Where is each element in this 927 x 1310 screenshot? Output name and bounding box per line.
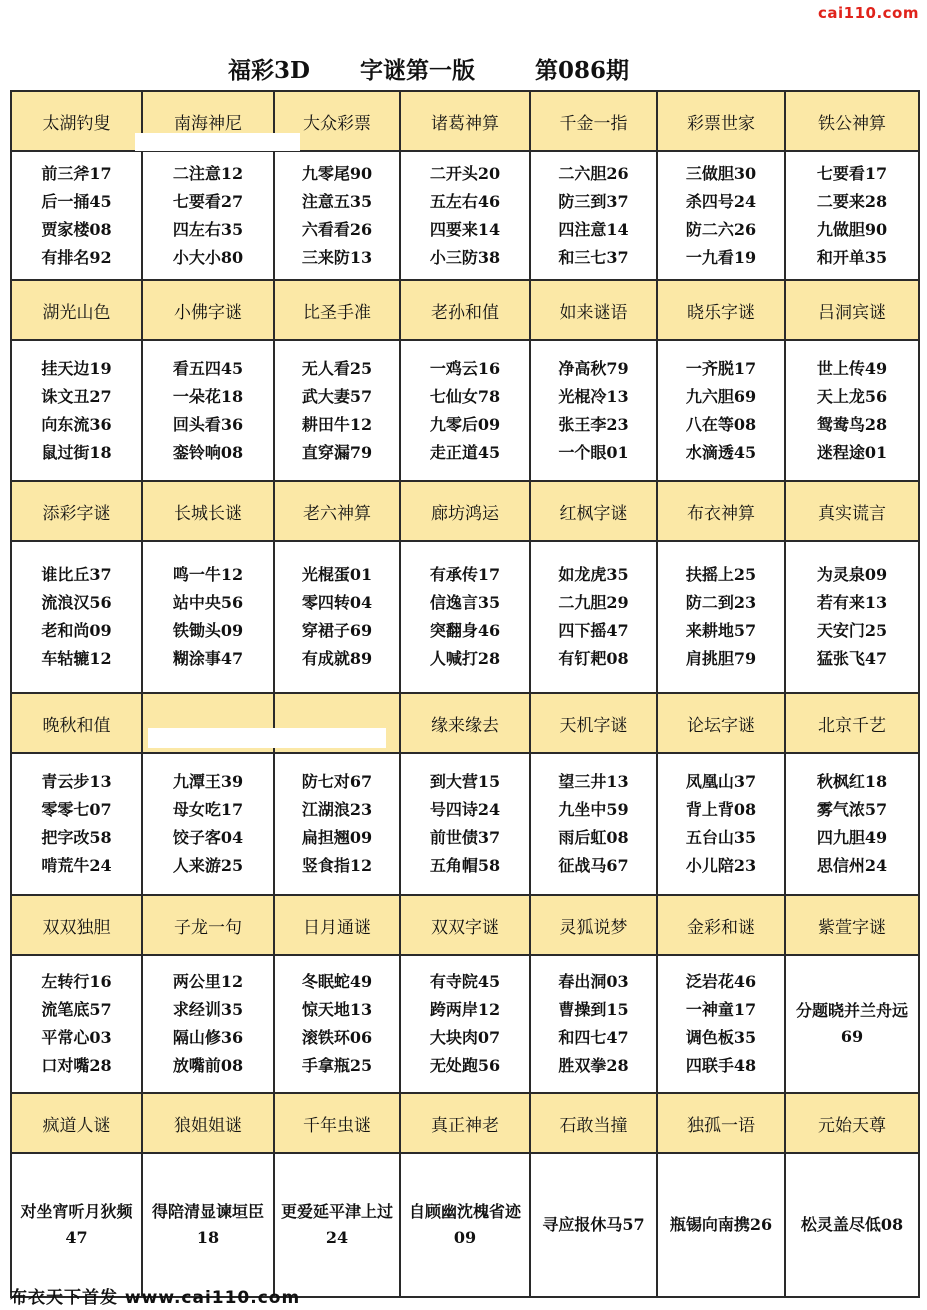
riddle-line: 光棍蛋01 bbox=[301, 565, 373, 584]
riddle-cell bbox=[785, 541, 919, 693]
riddle-line: 张王李23 bbox=[558, 414, 629, 434]
riddle-line: 若有来13 bbox=[816, 593, 888, 612]
riddle-line: 胜双拳28 bbox=[558, 1056, 629, 1075]
riddle-line: 九零后09 bbox=[429, 414, 501, 434]
column-header: 廊坊鸿运 bbox=[400, 481, 530, 541]
riddle-line: 对坐宵听月狄频47 bbox=[20, 1202, 133, 1247]
riddle-cell bbox=[785, 1153, 919, 1297]
smudge-mark bbox=[148, 728, 386, 748]
riddle-cell bbox=[657, 753, 785, 895]
riddle-cell bbox=[657, 955, 785, 1093]
riddle-line: 竖食指12 bbox=[301, 856, 373, 875]
riddle-cell bbox=[11, 955, 142, 1093]
column-header: 长城长谜 bbox=[142, 481, 274, 541]
riddle-line: 向东流36 bbox=[41, 414, 112, 434]
riddle-line: 有承传17 bbox=[429, 565, 501, 584]
riddle-cell bbox=[142, 541, 274, 693]
column-header: 老六神算 bbox=[274, 481, 400, 541]
riddle-line: 征战马67 bbox=[558, 856, 629, 875]
riddle-line: 銮铃响08 bbox=[172, 442, 244, 462]
riddle-cell bbox=[274, 753, 400, 895]
riddle-line: 六看看26 bbox=[301, 219, 373, 239]
riddle-line: 七要看27 bbox=[172, 191, 244, 211]
riddle-line: 求经训35 bbox=[172, 1000, 244, 1019]
riddle-cell bbox=[274, 151, 400, 280]
riddle-line: 二九胆29 bbox=[558, 593, 629, 612]
riddle-line: 得陪清显谏垣臣18 bbox=[151, 1202, 264, 1247]
riddle-row bbox=[11, 541, 919, 693]
riddle-cell bbox=[530, 151, 657, 280]
riddle-cell bbox=[657, 340, 785, 481]
riddle-line: 小儿陪23 bbox=[685, 856, 757, 875]
column-header: 双双独胆 bbox=[11, 895, 142, 955]
riddle-line: 四注意14 bbox=[558, 219, 629, 239]
riddle-line: 思信州24 bbox=[816, 856, 888, 875]
riddle-line: 为灵泉09 bbox=[816, 565, 888, 584]
riddle-line: 扁担翘09 bbox=[301, 828, 373, 847]
riddle-line: 直穿漏79 bbox=[301, 442, 373, 462]
riddle-line: 后一捅45 bbox=[41, 191, 112, 211]
riddle-line: 寻应报休马57 bbox=[542, 1215, 645, 1234]
riddle-cell bbox=[657, 541, 785, 693]
riddle-line: 扶摇上25 bbox=[685, 565, 757, 584]
riddle-line: 九做胆90 bbox=[816, 219, 888, 239]
riddle-line: 滚铁环06 bbox=[301, 1028, 373, 1047]
riddle-line: 更爱延平津上过24 bbox=[280, 1202, 393, 1247]
riddle-line: 江湖浪23 bbox=[301, 800, 373, 819]
column-header: 铁公神算 bbox=[785, 91, 919, 151]
riddle-cell bbox=[274, 955, 400, 1093]
riddle-line: 肩挑胆79 bbox=[685, 649, 757, 668]
column-header: 双双字谜 bbox=[400, 895, 530, 955]
riddle-line: 五角帽58 bbox=[429, 856, 501, 875]
column-header: 日月通谜 bbox=[274, 895, 400, 955]
riddle-line: 五台山35 bbox=[685, 828, 757, 847]
column-header: 紫萱字谜 bbox=[785, 895, 919, 955]
riddle-line: 四联手48 bbox=[685, 1056, 757, 1075]
riddle-cell bbox=[400, 151, 530, 280]
riddle-line: 二要来28 bbox=[816, 191, 888, 211]
riddle-line: 耕田牛12 bbox=[301, 414, 373, 434]
header-row bbox=[11, 280, 919, 340]
riddle-line: 七要看17 bbox=[816, 163, 888, 183]
riddle-line: 八在等08 bbox=[685, 414, 757, 434]
riddle-line: 和三七37 bbox=[558, 247, 629, 267]
column-header: 湖光山色 bbox=[11, 280, 142, 340]
riddle-line: 背上背08 bbox=[685, 800, 757, 819]
riddle-line: 手拿瓶25 bbox=[301, 1056, 373, 1075]
riddle-line: 九六胆69 bbox=[685, 386, 757, 406]
column-header: 小佛字谜 bbox=[142, 280, 274, 340]
column-header: 真实谎言 bbox=[785, 481, 919, 541]
column-header: 晚秋和值 bbox=[11, 693, 142, 753]
riddle-line: 如龙虎35 bbox=[558, 565, 629, 584]
riddle-line: 饺子客04 bbox=[172, 828, 244, 847]
riddle-cell bbox=[274, 1153, 400, 1297]
riddle-row bbox=[11, 340, 919, 481]
riddle-line: 曹操到15 bbox=[558, 1000, 629, 1019]
riddle-line: 跨两岸12 bbox=[429, 1000, 501, 1019]
column-header: 晓乐字谜 bbox=[657, 280, 785, 340]
column-header: 千金一指 bbox=[530, 91, 657, 151]
riddle-line: 流浪汉56 bbox=[41, 593, 112, 612]
riddle-cell bbox=[785, 955, 919, 1093]
riddle-cell bbox=[657, 1153, 785, 1297]
riddle-line: 九潭王39 bbox=[172, 772, 244, 791]
riddle-cell bbox=[11, 151, 142, 280]
riddle-grid bbox=[10, 90, 920, 1298]
riddle-line: 二注意12 bbox=[172, 163, 244, 183]
page-title bbox=[0, 52, 927, 86]
riddle-line: 二开头20 bbox=[429, 163, 501, 183]
riddle-line: 世上传49 bbox=[816, 358, 888, 378]
column-header: 缘来缘去 bbox=[400, 693, 530, 753]
column-header: 天机字谜 bbox=[530, 693, 657, 753]
column-header: 元始天尊 bbox=[785, 1093, 919, 1153]
riddle-line: 挂天边19 bbox=[41, 358, 112, 378]
riddle-line: 车轱辘12 bbox=[41, 649, 112, 668]
riddle-line: 九坐中59 bbox=[558, 800, 629, 819]
column-header: 论坛字谜 bbox=[657, 693, 785, 753]
riddle-line: 有成就89 bbox=[301, 649, 373, 668]
riddle-line: 一鸡云16 bbox=[429, 358, 501, 378]
riddle-cell bbox=[530, 541, 657, 693]
riddle-line: 人来游25 bbox=[172, 856, 244, 875]
riddle-line: 站中央56 bbox=[172, 593, 244, 612]
riddle-line: 啃荒牛24 bbox=[41, 856, 112, 875]
column-header: 红枫字谜 bbox=[530, 481, 657, 541]
riddle-cell bbox=[400, 541, 530, 693]
riddle-line: 春出洞03 bbox=[558, 972, 629, 991]
riddle-line: 一齐脱17 bbox=[685, 358, 757, 378]
column-header: 北京千艺 bbox=[785, 693, 919, 753]
riddle-line: 防七对67 bbox=[301, 772, 373, 791]
riddle-cell bbox=[11, 541, 142, 693]
riddle-line: 无人看25 bbox=[301, 358, 373, 378]
riddle-line: 四下摇47 bbox=[558, 621, 629, 640]
riddle-line: 五左右46 bbox=[429, 191, 501, 211]
riddle-line: 诛文丑27 bbox=[41, 386, 112, 406]
riddle-line: 隔山修36 bbox=[172, 1028, 244, 1047]
riddle-cell bbox=[142, 753, 274, 895]
riddle-line: 调色板35 bbox=[685, 1028, 757, 1047]
riddle-line: 四要来14 bbox=[429, 219, 501, 239]
riddle-line: 大块肉07 bbox=[429, 1028, 501, 1047]
riddle-line: 放嘴前08 bbox=[172, 1056, 244, 1075]
riddle-row bbox=[11, 151, 919, 280]
riddle-line: 把字改58 bbox=[41, 828, 112, 847]
riddle-line: 一九看19 bbox=[685, 247, 757, 267]
riddle-line: 前三斧17 bbox=[41, 163, 112, 183]
riddle-line: 自顾幽沈槐省迹09 bbox=[408, 1202, 521, 1247]
riddle-cell bbox=[400, 955, 530, 1093]
column-header: 千年虫谜 bbox=[274, 1093, 400, 1153]
riddle-line: 水滴透45 bbox=[685, 442, 757, 462]
riddle-line: 鸳鸯鸟28 bbox=[816, 414, 888, 434]
riddle-cell bbox=[400, 340, 530, 481]
column-header: 太湖钓叟 bbox=[11, 91, 142, 151]
riddle-line: 零四转04 bbox=[301, 593, 373, 612]
riddle-line: 四左右35 bbox=[172, 219, 244, 239]
riddle-cell bbox=[785, 340, 919, 481]
riddle-line: 有钉耙08 bbox=[558, 649, 629, 668]
riddle-line: 平常心03 bbox=[41, 1028, 112, 1047]
column-header: 石敢当撞 bbox=[530, 1093, 657, 1153]
riddle-line: 注意五35 bbox=[301, 191, 373, 211]
riddle-cell bbox=[530, 340, 657, 481]
riddle-line: 走正道45 bbox=[429, 442, 501, 462]
riddle-cell bbox=[142, 151, 274, 280]
riddle-cell bbox=[530, 753, 657, 895]
riddle-line: 口对嘴28 bbox=[41, 1056, 112, 1075]
column-header: 大众彩票 bbox=[274, 91, 400, 151]
column-header: 彩票世家 bbox=[657, 91, 785, 151]
header-row bbox=[11, 481, 919, 541]
riddle-line: 一朵花18 bbox=[172, 386, 244, 406]
riddle-line: 人喊打28 bbox=[429, 649, 501, 668]
column-header: 狼姐姐谜 bbox=[142, 1093, 274, 1153]
riddle-line: 雾气浓57 bbox=[816, 800, 888, 819]
riddle-line: 天上龙56 bbox=[816, 386, 888, 406]
riddle-cell bbox=[530, 955, 657, 1093]
riddle-line: 二六胆26 bbox=[558, 163, 629, 183]
riddle-line: 小三防38 bbox=[429, 247, 501, 267]
riddle-cell bbox=[274, 541, 400, 693]
riddle-line: 松灵盖尽低08 bbox=[800, 1215, 904, 1234]
riddle-line: 老和尚09 bbox=[41, 621, 112, 640]
riddle-line: 和开单35 bbox=[816, 247, 888, 267]
column-header: 布衣神算 bbox=[657, 481, 785, 541]
riddle-cell bbox=[11, 340, 142, 481]
riddle-line: 一神童17 bbox=[685, 1000, 757, 1019]
title-issue: 第086期 bbox=[535, 57, 630, 84]
riddle-line: 青云步13 bbox=[41, 772, 112, 791]
riddle-line: 有排名92 bbox=[41, 247, 112, 267]
riddle-line: 杀四号24 bbox=[685, 191, 757, 211]
riddle-line: 雨后虹08 bbox=[558, 828, 629, 847]
riddle-cell bbox=[400, 753, 530, 895]
riddle-line: 铁锄头09 bbox=[172, 621, 244, 640]
riddle-line: 分题晓并兰舟远69 bbox=[795, 1001, 908, 1046]
column-header: 疯道人谜 bbox=[11, 1093, 142, 1153]
riddle-line: 三做胆30 bbox=[685, 163, 757, 183]
riddle-line: 惊天地13 bbox=[301, 1000, 373, 1019]
riddle-line: 无处跑56 bbox=[429, 1056, 501, 1075]
riddle-line: 来耕地57 bbox=[685, 621, 757, 640]
column-header: 灵狐说梦 bbox=[530, 895, 657, 955]
riddle-cell bbox=[785, 151, 919, 280]
riddle-line: 鸣一牛12 bbox=[172, 565, 244, 584]
riddle-line: 一个眼01 bbox=[558, 442, 629, 462]
riddle-line: 四九胆49 bbox=[816, 828, 888, 847]
riddle-line: 流笔底57 bbox=[41, 1000, 112, 1019]
riddle-row bbox=[11, 1153, 919, 1297]
riddle-line: 望三井13 bbox=[558, 772, 629, 791]
riddle-line: 和四七47 bbox=[558, 1028, 629, 1047]
column-header: 比圣手准 bbox=[274, 280, 400, 340]
riddle-line: 母女吃17 bbox=[172, 800, 244, 819]
riddle-cell bbox=[11, 1153, 142, 1297]
column-header: 老孙和值 bbox=[400, 280, 530, 340]
riddle-line: 七仙女78 bbox=[429, 386, 501, 406]
riddle-cell bbox=[142, 1153, 274, 1297]
riddle-cell bbox=[400, 1153, 530, 1297]
riddle-line: 鼠过街18 bbox=[41, 442, 112, 462]
riddle-line: 冬眠蛇49 bbox=[301, 972, 373, 991]
column-header: 吕洞宾谜 bbox=[785, 280, 919, 340]
riddle-line: 回头看36 bbox=[172, 414, 244, 434]
riddle-line: 看五四45 bbox=[172, 358, 244, 378]
riddle-line: 左转行16 bbox=[41, 972, 112, 991]
riddle-cell bbox=[274, 340, 400, 481]
header-row bbox=[11, 895, 919, 955]
riddle-line: 贾家楼08 bbox=[41, 219, 112, 239]
riddle-line: 信逸言35 bbox=[429, 593, 501, 612]
riddle-line: 防二六26 bbox=[685, 219, 757, 239]
column-header: 独孤一语 bbox=[657, 1093, 785, 1153]
site-watermark: cai110.com bbox=[818, 4, 919, 22]
riddle-row bbox=[11, 753, 919, 895]
footer-source: 布衣天下首发 www.cai110.com bbox=[10, 1288, 301, 1308]
riddle-cell bbox=[11, 753, 142, 895]
riddle-line: 穿裙子69 bbox=[301, 621, 373, 640]
riddle-cell bbox=[785, 753, 919, 895]
riddle-line: 光棍冷13 bbox=[558, 386, 629, 406]
riddle-line: 谁比丘37 bbox=[41, 565, 112, 584]
riddle-line: 防二到23 bbox=[685, 593, 757, 612]
riddle-line: 天安门25 bbox=[816, 621, 888, 640]
riddle-line: 零零七07 bbox=[41, 800, 112, 819]
riddle-line: 泛岩花46 bbox=[685, 972, 757, 991]
riddle-line: 三来防13 bbox=[301, 247, 373, 267]
riddle-line: 糊涂事47 bbox=[172, 649, 244, 668]
riddle-line: 前世债37 bbox=[429, 828, 501, 847]
riddle-line: 秋枫红18 bbox=[816, 772, 888, 791]
column-header: 子龙一句 bbox=[142, 895, 274, 955]
riddle-line: 防三到37 bbox=[558, 191, 629, 211]
column-header: 南海神尼 bbox=[142, 91, 274, 151]
riddle-cell bbox=[142, 955, 274, 1093]
riddle-line: 武大妻57 bbox=[301, 386, 373, 406]
riddle-line: 凤凰山37 bbox=[685, 772, 757, 791]
column-header: 如来谜语 bbox=[530, 280, 657, 340]
riddle-line: 迷程途01 bbox=[816, 442, 888, 462]
column-header: 添彩字谜 bbox=[11, 481, 142, 541]
riddle-line: 突翻身46 bbox=[429, 621, 501, 640]
riddle-line: 号四诗24 bbox=[429, 800, 501, 819]
riddle-line: 有寺院45 bbox=[429, 972, 501, 991]
column-header: 金彩和谜 bbox=[657, 895, 785, 955]
riddle-line: 到大营15 bbox=[429, 772, 501, 791]
smudge-mark bbox=[135, 133, 300, 151]
riddle-line: 猛张飞47 bbox=[816, 649, 888, 668]
column-header: 真正神老 bbox=[400, 1093, 530, 1153]
column-header: 诸葛神算 bbox=[400, 91, 530, 151]
riddle-cell bbox=[657, 151, 785, 280]
riddle-line: 九零尾90 bbox=[301, 163, 373, 183]
title-lottery: 福彩3D bbox=[228, 57, 310, 84]
riddle-cell bbox=[142, 340, 274, 481]
riddle-line: 两公里12 bbox=[172, 972, 244, 991]
header-row bbox=[11, 1093, 919, 1153]
riddle-line: 净高秋79 bbox=[558, 358, 629, 378]
riddle-cell bbox=[530, 1153, 657, 1297]
riddle-line: 瓶锡向南携26 bbox=[669, 1215, 773, 1234]
title-edition: 字谜第一版 bbox=[360, 57, 475, 84]
riddle-line: 小大小80 bbox=[172, 247, 244, 267]
riddle-row bbox=[11, 955, 919, 1093]
